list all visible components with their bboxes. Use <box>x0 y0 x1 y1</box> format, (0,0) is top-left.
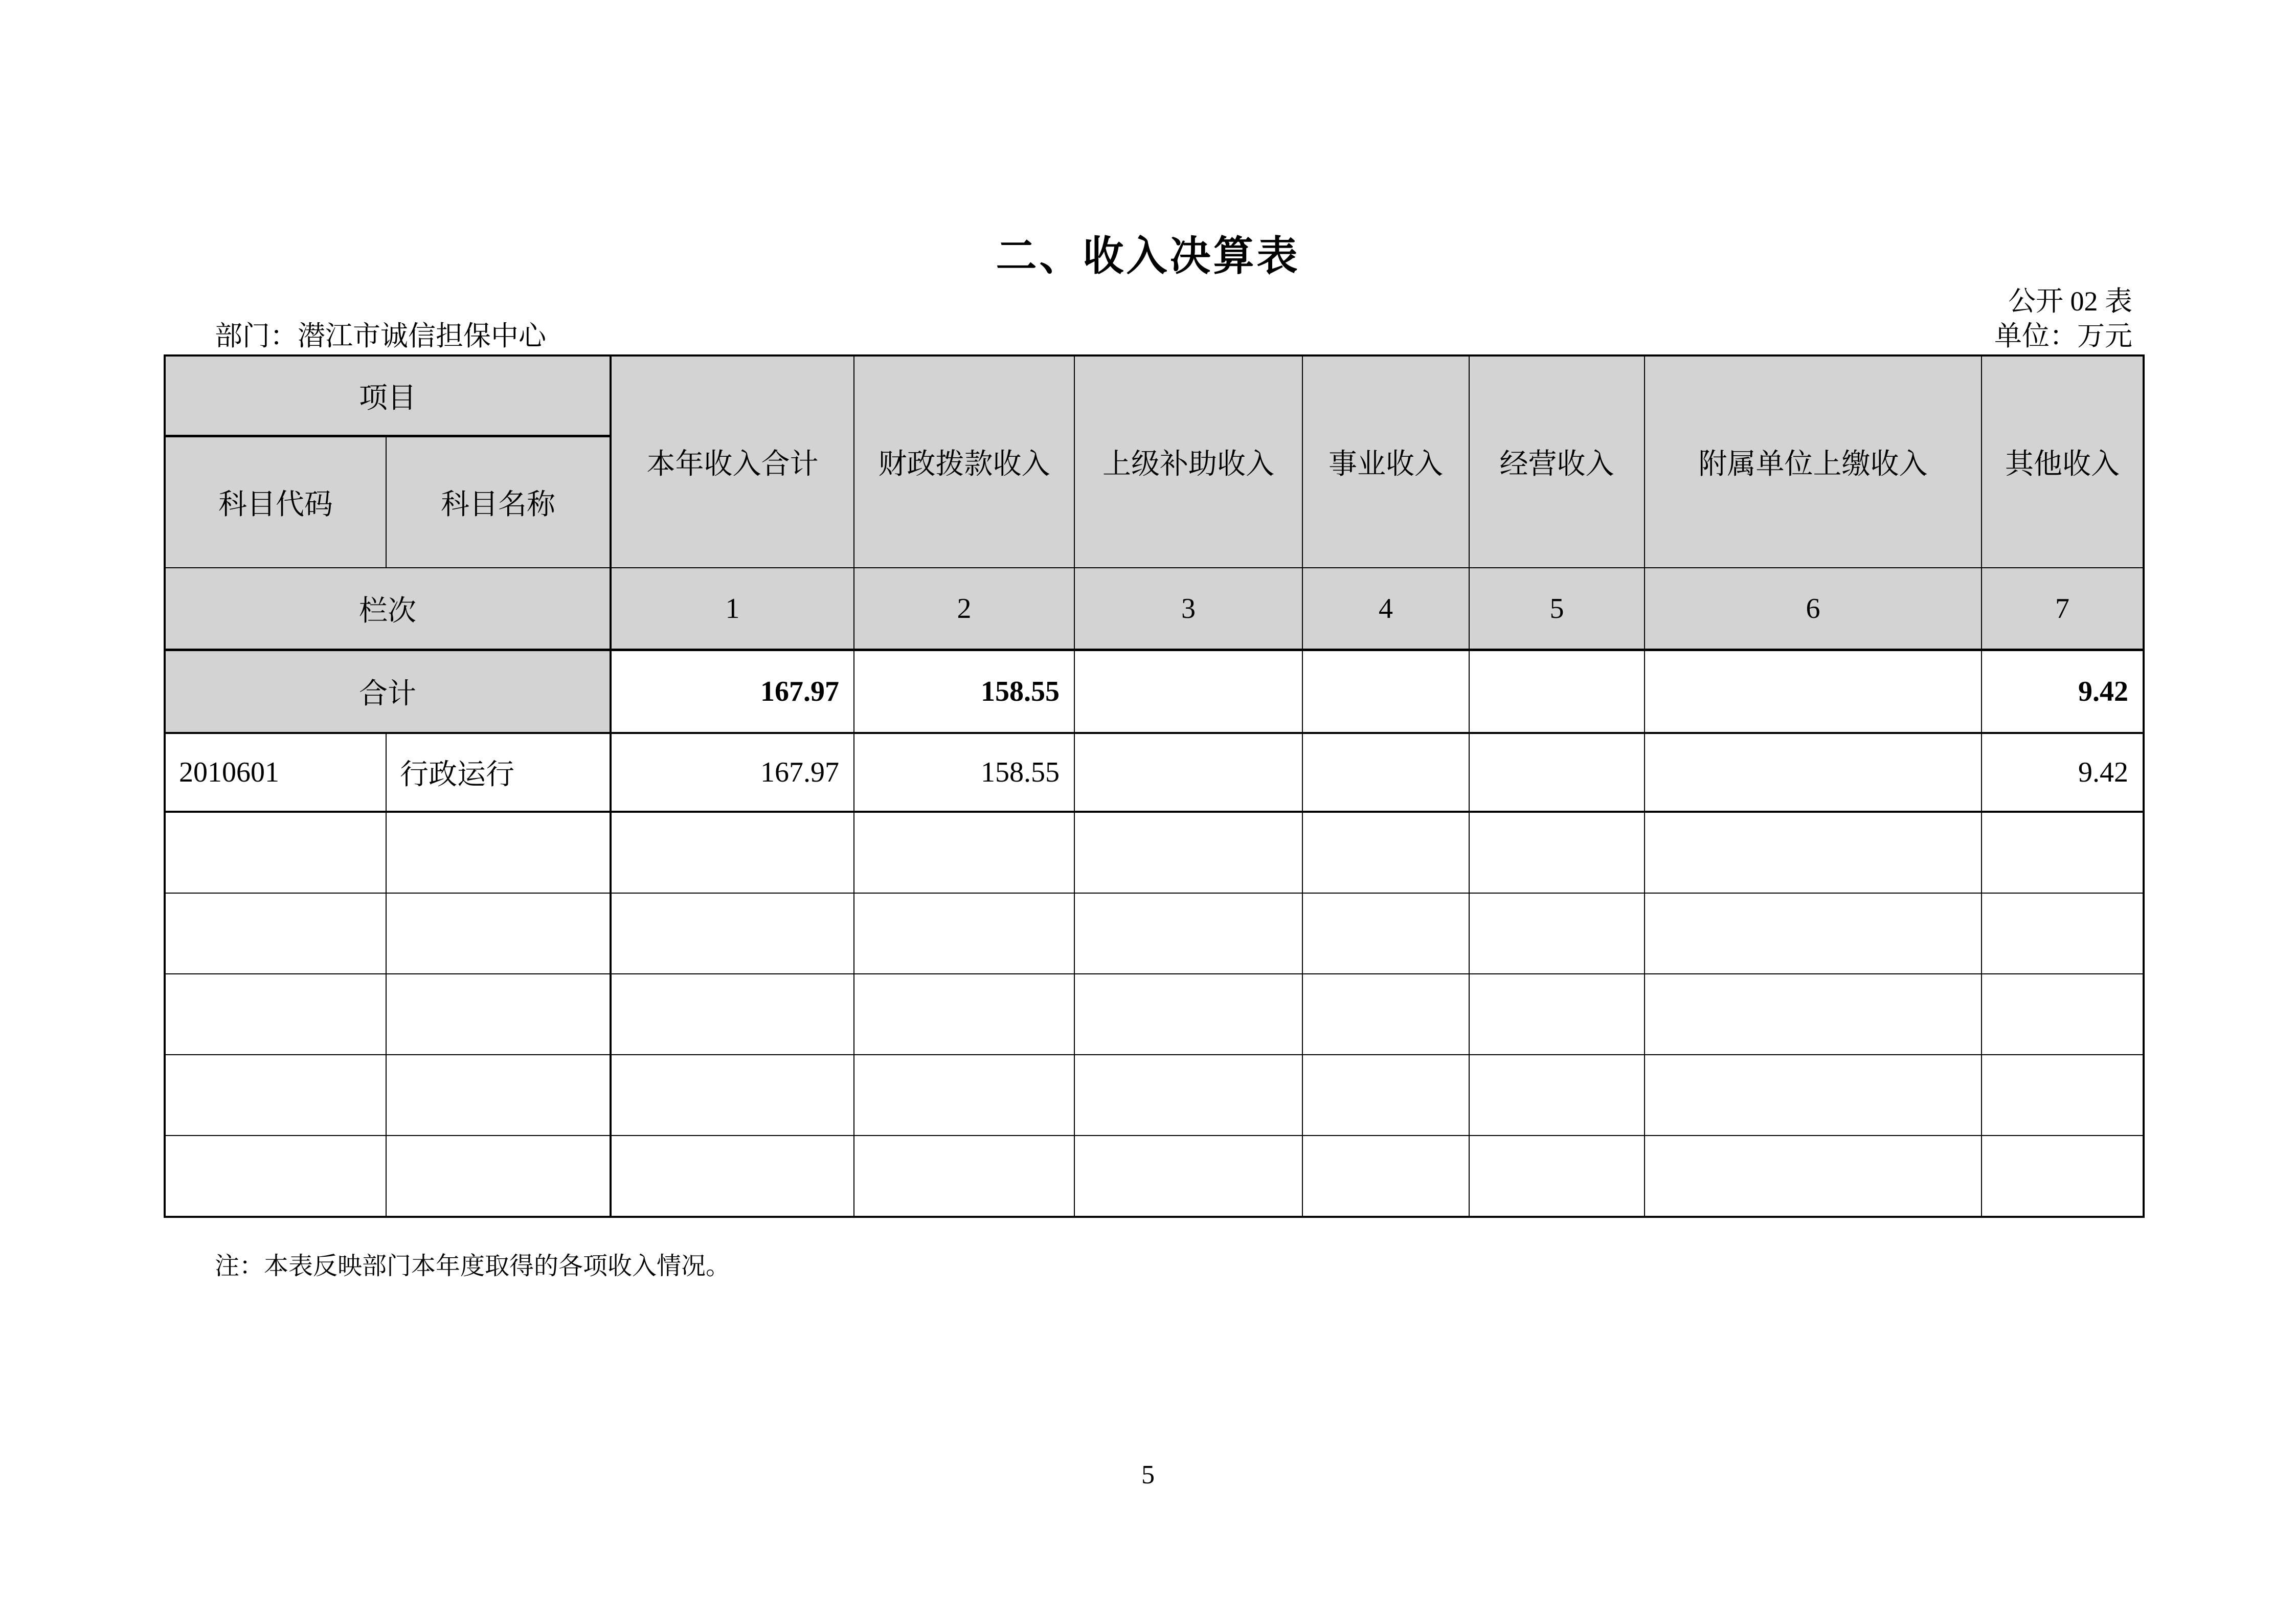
empty-cell <box>165 1136 386 1217</box>
empty-cell <box>611 812 854 893</box>
empty-cell <box>1469 812 1645 893</box>
empty-cell <box>854 812 1074 893</box>
column-index-cell: 3 <box>1074 568 1302 650</box>
total-row <box>165 650 2144 733</box>
empty-cell <box>1982 1055 2144 1136</box>
empty-cell <box>386 1055 611 1136</box>
empty-cell <box>165 812 386 893</box>
header-column-cell: 本年收入合计 <box>611 355 854 568</box>
empty-row <box>165 1136 2144 1217</box>
page-title: 二、收入决算表 <box>996 233 1300 279</box>
empty-cell <box>386 974 611 1055</box>
column-index-label-cell: 栏次 <box>165 568 611 650</box>
header-project-cell: 项目 <box>165 355 611 436</box>
header-column-cell: 上级补助收入 <box>1074 355 1302 568</box>
empty-cell <box>611 893 854 974</box>
empty-cell <box>1302 1055 1469 1136</box>
empty-cell <box>854 974 1074 1055</box>
empty-cell <box>1469 1136 1645 1217</box>
total-value-cell: 167.97 <box>611 650 854 733</box>
empty-cell <box>165 893 386 974</box>
total-value-cell <box>1469 650 1645 733</box>
total-label-cell: 合计 <box>165 650 611 733</box>
row-code-cell: 2010601 <box>165 733 386 812</box>
empty-cell <box>1074 1055 1302 1136</box>
data-row <box>165 733 2144 812</box>
header-column-cell: 财政拨款收入 <box>854 355 1074 568</box>
empty-cell <box>1982 812 2144 893</box>
empty-cell <box>1074 893 1302 974</box>
empty-cell <box>611 974 854 1055</box>
header-column-cell: 附属单位上缴收入 <box>1645 355 1982 568</box>
empty-cell <box>1982 974 2144 1055</box>
empty-cell <box>1302 974 1469 1055</box>
row-value-cell <box>1469 733 1645 812</box>
row-value-cell <box>1645 733 1982 812</box>
row-value-cell <box>1302 733 1469 812</box>
column-index-cell: 1 <box>611 568 854 650</box>
empty-cell <box>1645 974 1982 1055</box>
empty-cell <box>1302 812 1469 893</box>
empty-row <box>165 893 2144 974</box>
empty-cell <box>1074 812 1302 893</box>
empty-cell <box>854 1055 1074 1136</box>
empty-cell <box>386 1136 611 1217</box>
total-value-cell: 9.42 <box>1982 650 2144 733</box>
empty-row <box>165 812 2144 893</box>
empty-cell <box>1469 974 1645 1055</box>
page-number: 5 <box>1141 1460 1155 1489</box>
header-column-cell: 经营收入 <box>1469 355 1645 568</box>
empty-cell <box>1982 1136 2144 1217</box>
empty-cell <box>1074 1136 1302 1217</box>
empty-cell <box>386 812 611 893</box>
row-value-cell: 167.97 <box>611 733 854 812</box>
row-value-cell: 158.55 <box>854 733 1074 812</box>
empty-cell <box>1469 1055 1645 1136</box>
footnote: 注：本表反映部门本年度取得的各项收入情况。 <box>215 1253 731 1280</box>
column-index-cell: 7 <box>1982 568 2144 650</box>
empty-cell <box>854 1136 1074 1217</box>
empty-cell <box>1982 893 2144 974</box>
empty-cell <box>165 1055 386 1136</box>
header-subject-name-cell: 科目名称 <box>386 436 611 568</box>
total-value-cell <box>1074 650 1302 733</box>
empty-cell <box>611 1136 854 1217</box>
empty-row <box>165 1055 2144 1136</box>
empty-cell <box>1469 893 1645 974</box>
header-row-project <box>165 355 2144 436</box>
empty-cell <box>386 893 611 974</box>
column-index-cell: 2 <box>854 568 1074 650</box>
row-value-cell: 9.42 <box>1982 733 2144 812</box>
empty-cell <box>1302 893 1469 974</box>
unit-label: 单位：万元 <box>1994 321 2132 351</box>
header-subject-code-cell: 科目代码 <box>165 436 386 568</box>
empty-cell <box>1645 1136 1982 1217</box>
row-name-cell: 行政运行 <box>386 733 611 812</box>
table-code-label: 公开 02 表 <box>2008 286 2132 317</box>
header-column-cell: 事业收入 <box>1302 355 1469 568</box>
income-statement-table <box>164 354 2145 1218</box>
total-value-cell <box>1645 650 1982 733</box>
column-index-cell: 6 <box>1645 568 1982 650</box>
empty-cell <box>611 1055 854 1136</box>
empty-cell <box>1645 812 1982 893</box>
total-value-cell: 158.55 <box>854 650 1074 733</box>
empty-cell <box>1645 1055 1982 1136</box>
column-index-cell: 5 <box>1469 568 1645 650</box>
empty-cell <box>1074 974 1302 1055</box>
empty-cell <box>1645 893 1982 974</box>
column-index-cell: 4 <box>1302 568 1469 650</box>
empty-cell <box>165 974 386 1055</box>
total-value-cell <box>1302 650 1469 733</box>
empty-cell <box>854 893 1074 974</box>
header-column-cell: 其他收入 <box>1982 355 2144 568</box>
empty-cell <box>1302 1136 1469 1217</box>
empty-row <box>165 974 2144 1055</box>
column-index-row <box>165 568 2144 650</box>
row-value-cell <box>1074 733 1302 812</box>
department-label: 部门：潜江市诚信担保中心 <box>215 321 546 351</box>
